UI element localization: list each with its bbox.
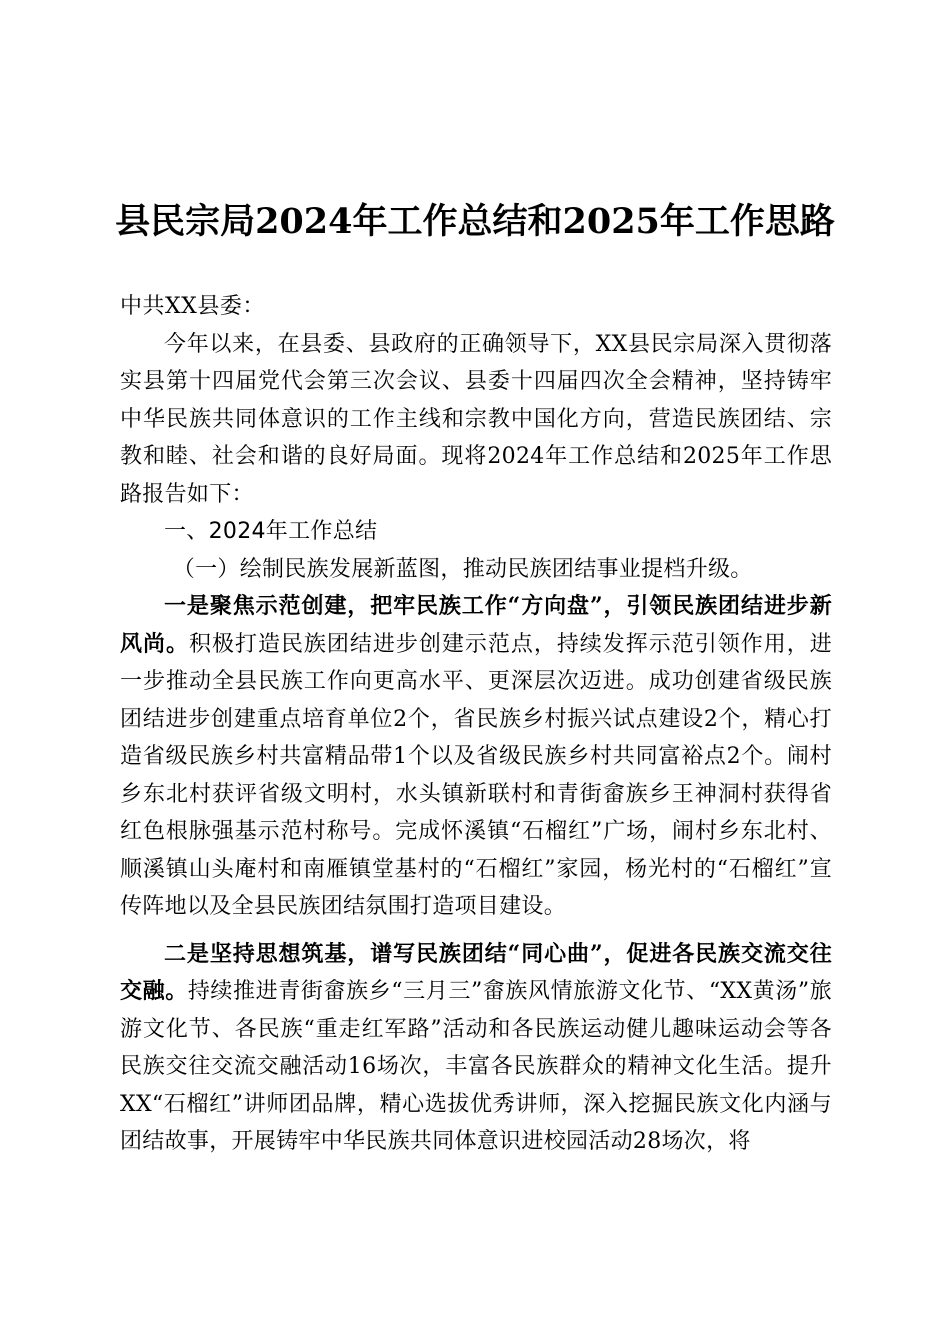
paragraph-1 — [120, 588, 832, 926]
document-body — [120, 288, 832, 1161]
subsection-heading: （一）绘制民族发展新蓝图，推动民族团结事业提档升级。 — [172, 556, 753, 582]
paragraph-1-lead: 一是聚焦示范创建，把牢民族工作“方向盘”，引领民族团结进步新风尚。 — [120, 593, 832, 657]
paragraph-2 — [120, 936, 832, 1161]
salutation: 中共XX县委： — [120, 294, 265, 319]
paragraph-2-body: 持续推进青街畲族乡“三月三”畲族风情旅游文化节、“XX黄汤”旅游文化节、各民族“重走红军路”活动和各民族运动健儿趣味运动会等各民族交往交流交融活动16场次，丰富各民族群众的精神文化生活。提升XX“石榴红”讲师团品牌，精心选拔优秀讲师，深入挖掘民族文化内涵与团结故事，开展铸牢中华民族共同体意识进校园活动28场次，将 — [120, 979, 832, 1154]
paragraph-1-body: 积极打造民族团结进步创建示范点，持续发挥示范引领作用，进一步推动全县民族工作向更高水平、更深层次迈进。成功创建省级民族团结进步创建重点培育单位2个，省民族乡村振兴试点建设2个，精心打造省级民族乡村共富精品带1个以及省级民族乡村共同富裕点2个。闹村乡东北村获评省级文明村，水头镇新联村和青街畲族乡王神洞村获得省红色根脉强基示范村称号。完成怀溪镇“石榴红”广场，闹村乡东北村、顺溪镇山头庵村和南雁镇堂基村的“石榴红”家园，杨光村的“石榴红”宣传阵地以及全县民族团结氛围打造项目建设。 — [120, 631, 833, 919]
intro-paragraph: 今年以来，在县委、县政府的正确领导下，XX县民宗局深入贯彻落实县第十四届党代会第三次会议、县委十四届四次全会精神，坚持铸牢中华民族共同体意识的工作主线和宗教中国化方向，营造民族团结、宗教和睦、社会和谐的良好局面。现将2024年工作总结和2025年工作思路报告如下： — [120, 331, 832, 507]
section-heading: 一、2024年工作总结 — [164, 519, 378, 544]
document-title: 县民宗局2024年工作总结和2025年工作思路 — [115, 201, 835, 242]
paragraph-2-lead: 二是坚持思想筑基，谱写民族团结“同心曲”，促进各民族交流交往交融。 — [120, 940, 832, 1004]
